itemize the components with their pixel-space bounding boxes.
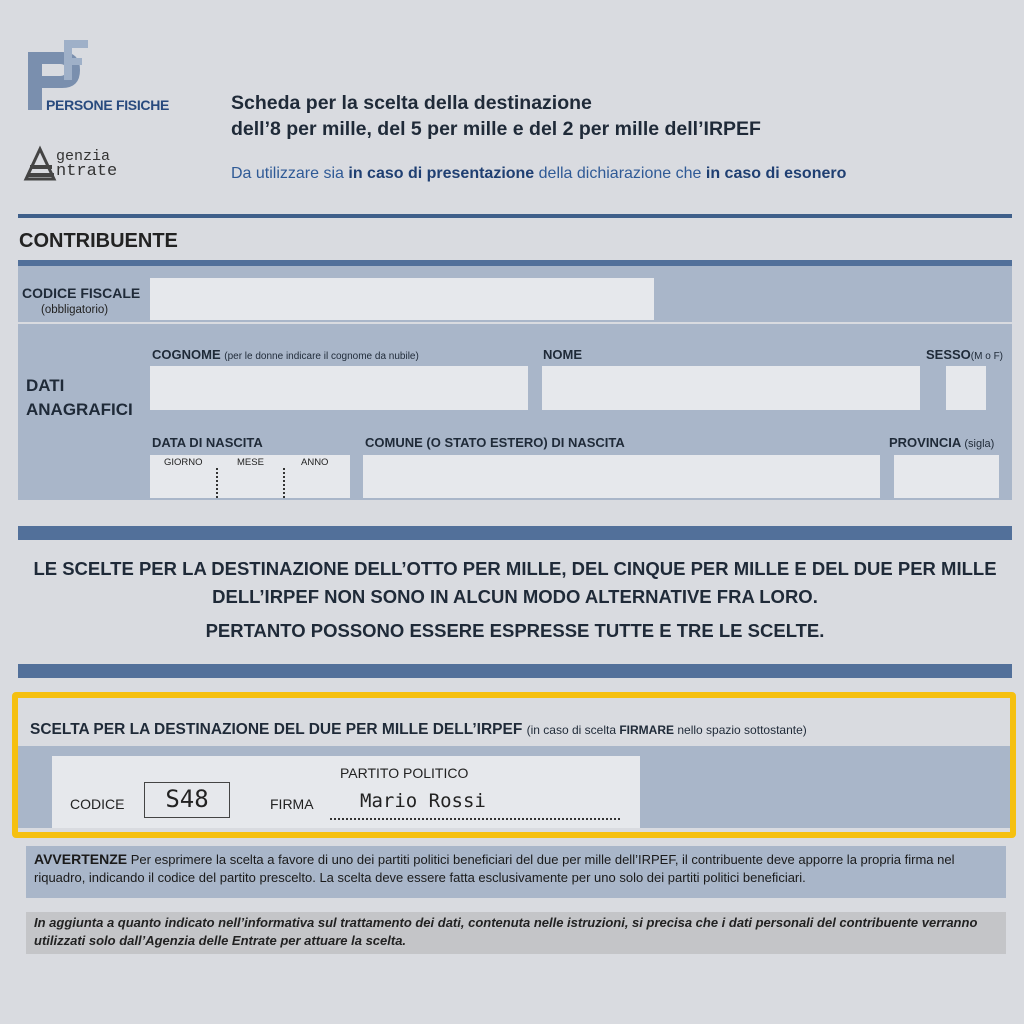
cognome-label (152, 347, 419, 362)
provincia-text: PROVINCIA (889, 435, 961, 450)
codice-fiscale-input[interactable] (150, 278, 654, 320)
agenzia-entrate-emblem-icon (22, 143, 58, 183)
partito-politico-label: PARTITO POLITICO (340, 765, 469, 781)
footer-note: In aggiunta a quanto indicato nell’informativa sul trattamento dei dati, contenuta nelle istruzioni, si precisa che i dati personali del contribuente verranno utilizzati solo dall’Agenzia delle Entrate per attuare la scelta. (26, 912, 1006, 954)
comune-label: COMUNE (O STATO ESTERO) DI NASCITA (365, 435, 625, 450)
nome-label: NOME (543, 347, 582, 362)
obbligatorio-label: (obbligatorio) (41, 304, 109, 316)
sesso-input[interactable] (946, 366, 986, 410)
scelta-highlight-frame (12, 692, 1016, 838)
agency-name-line2: ntrate (56, 162, 118, 181)
dati-label: DATI (26, 376, 65, 395)
scelta-note-b: FIRMARE (619, 723, 675, 737)
form-title-line2: dell’8 per mille, del 5 per mille e del 2 per mille dell’IRPEF (231, 118, 761, 140)
date-separator-1 (216, 468, 218, 498)
avvertenze-box (26, 846, 1006, 898)
scelta-note-c: nello spazio sottostante) (674, 723, 807, 737)
sesso-note: (M o F) (970, 351, 1004, 362)
firma-input[interactable]: Mario Rossi (360, 790, 486, 812)
persone-fisiche-label: PERSONE FISICHE (46, 97, 170, 113)
anno-label: ANNO (301, 457, 329, 468)
data-nascita-label: DATA DI NASCITA (152, 435, 263, 450)
provincia-label (889, 435, 994, 450)
agency-name-line1: genzia (56, 148, 111, 165)
avvertenze-label: AVVERTENZE (34, 851, 128, 867)
provincia-input[interactable] (894, 455, 999, 498)
codice-partito-input[interactable]: S48 (144, 782, 230, 818)
form-title-line1: Scheda per la scelta della destinazione (231, 92, 592, 114)
subtitle-part-d: in caso di esonero (705, 165, 847, 182)
avvertenze-text: Per esprimere la scelta a favore di uno dei partiti politici beneficiari del due per mille dell’IRPEF, il contribuente deve apporre la propria firma nel riquadro, indicando il codice del partito prescelto. La scelta deve essere fatta esclusivamente per uno solo dei partiti politici beneficiari. (34, 852, 955, 885)
form-subtitle (231, 165, 846, 183)
subtitle-part-c: della dichiarazione che (534, 165, 706, 182)
notice-line3: PERTANTO POSSONO ESSERE ESPRESSE TUTTE E TRE LE SCELTE. (205, 620, 825, 641)
scelta-note-a: (in caso di scelta (526, 723, 620, 737)
cognome-text: COGNOME (152, 347, 221, 362)
scelta-title-text: SCELTA PER LA DESTINAZIONE DEL DUE PER MILLE DELL’IRPEF (30, 721, 523, 738)
firma-label: FIRMA (270, 796, 314, 812)
nome-input[interactable] (542, 366, 920, 410)
cognome-note: (per le donne indicare il cognome da nubile) (224, 351, 419, 362)
cognome-input[interactable] (150, 366, 528, 410)
notice-line1: LE SCELTE PER LA DESTINAZIONE DELL’OTTO PER MILLE, DEL CINQUE PER MILLE E DEL DUE PER MILLE (33, 558, 997, 579)
contribuente-section-title: CONTRIBUENTE (19, 230, 178, 252)
codice-fiscale-label: CODICE FISCALE (22, 285, 141, 301)
codice-label: CODICE (70, 796, 125, 812)
sesso-text: SESSO (926, 347, 971, 362)
notice-band-bottom (18, 664, 1012, 678)
sigla-note: (sigla) (964, 438, 995, 450)
notice-band-top (18, 526, 1012, 540)
sesso-label (926, 347, 1003, 362)
form-title (231, 90, 761, 142)
giorno-label: GIORNO (164, 457, 203, 468)
date-separator-2 (283, 468, 285, 498)
anagrafici-label: ANAGRAFICI (26, 400, 133, 419)
mese-label: MESE (237, 457, 264, 468)
dati-anagrafici-label (26, 374, 133, 422)
comune-input[interactable] (363, 455, 880, 498)
notice-line2: DELL’IRPEF NON SONO IN ALCUN MODO ALTERNATIVE FRA LORO. (212, 586, 818, 607)
header-divider (18, 214, 1012, 218)
notice-box (18, 540, 1012, 664)
subtitle-part-b: in caso di presentazione (348, 165, 535, 182)
subtitle-part-a: Da utilizzare sia (231, 165, 349, 182)
